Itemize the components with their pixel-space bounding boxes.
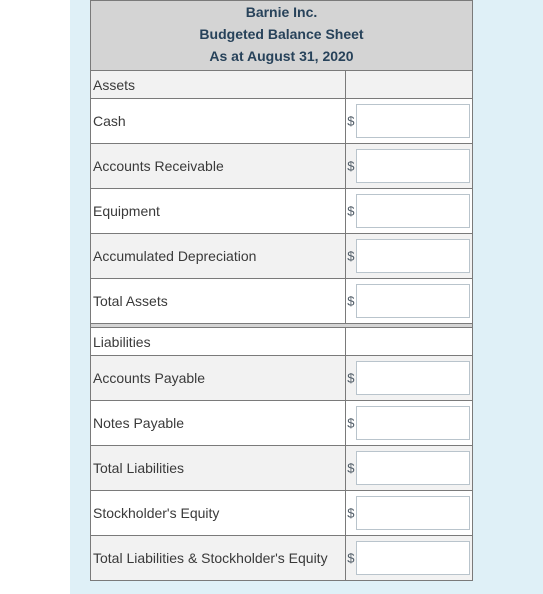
table-row: [91, 401, 473, 446]
dollar-sign: $: [347, 505, 355, 521]
sheet-header: [91, 1, 473, 71]
table-row: [91, 536, 473, 581]
dollar-sign: $: [347, 415, 355, 431]
table-row: [91, 234, 473, 279]
row-label-accounts-payable: Accounts Payable: [91, 356, 346, 401]
dollar-sign: $: [347, 248, 355, 264]
sheet-title: Budgeted Balance Sheet: [199, 26, 364, 42]
balance-sheet-table: [90, 0, 473, 581]
dollar-sign: $: [347, 203, 355, 219]
sheet-date: As at August 31, 2020: [209, 48, 354, 64]
row-label-accounts-receivable: Accounts Receivable: [91, 144, 346, 189]
assets-section-label: Assets: [91, 71, 346, 99]
accumulated-depreciation-input[interactable]: [356, 239, 470, 273]
row-label-total-liabilities-and-equity: Total Liabilities & Stockholder's Equity: [91, 536, 346, 581]
row-label-notes-payable: Notes Payable: [91, 401, 346, 446]
table-row: [91, 446, 473, 491]
table-row: [91, 99, 473, 144]
accounts-payable-input[interactable]: [356, 361, 470, 395]
table-row: [91, 189, 473, 234]
row-label-cash: Cash: [91, 99, 346, 144]
dollar-sign: $: [347, 460, 355, 476]
total-assets-input[interactable]: [356, 284, 470, 318]
liabilities-section-label: Liabilities: [91, 328, 346, 356]
company-name: Barnie Inc.: [245, 4, 318, 20]
total-liabilities-and-equity-input[interactable]: [356, 541, 470, 575]
assets-section-row: [91, 71, 473, 99]
dollar-sign: $: [347, 370, 355, 386]
total-liabilities-input[interactable]: [356, 451, 470, 485]
liabilities-section-row: [91, 328, 473, 356]
dollar-sign: $: [347, 158, 355, 174]
cash-input[interactable]: [356, 104, 470, 138]
dollar-sign: $: [347, 550, 355, 566]
accounts-receivable-input[interactable]: [356, 149, 470, 183]
table-row: [91, 144, 473, 189]
row-label-accumulated-depreciation: Accumulated Depreciation: [91, 234, 346, 279]
table-row: [91, 356, 473, 401]
dollar-sign: $: [347, 293, 355, 309]
dollar-sign: $: [347, 113, 355, 129]
table-row: [91, 279, 473, 324]
row-label-total-liabilities: Total Liabilities: [91, 446, 346, 491]
equipment-input[interactable]: [356, 194, 470, 228]
row-label-total-assets: Total Assets: [91, 279, 346, 324]
row-label-equipment: Equipment: [91, 189, 346, 234]
notes-payable-input[interactable]: [356, 406, 470, 440]
table-row: [91, 491, 473, 536]
stockholders-equity-input[interactable]: [356, 496, 470, 530]
row-label-stockholders-equity: Stockholder's Equity: [91, 491, 346, 536]
